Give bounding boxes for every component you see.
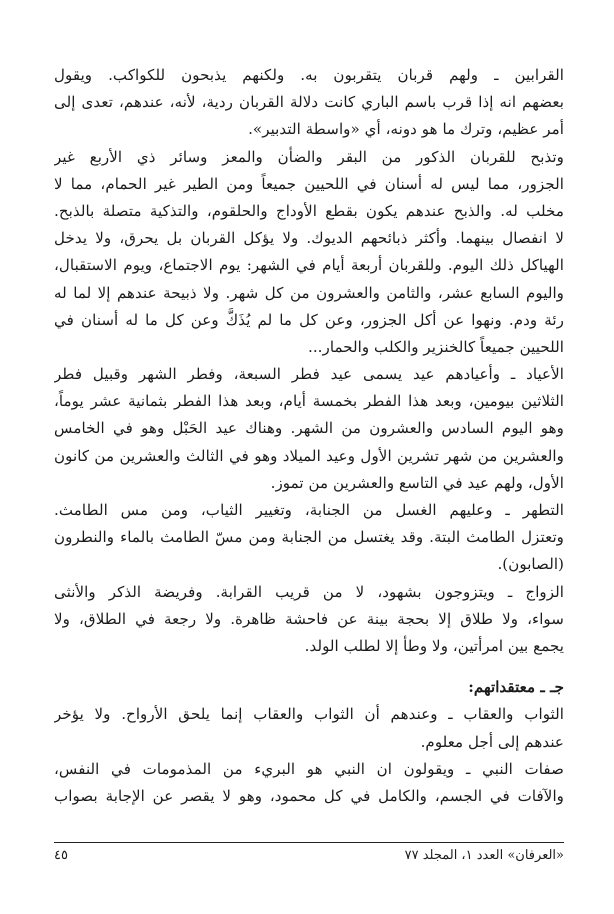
text-line: واليوم السابع عشر، والثامن والعشرون من كل شهر. ولا ذبيحة عندهم إلا لما له	[54, 283, 564, 302]
text-line: وتعتزل الطامث البتة. وقد يغتسل من الجنابة ومن مسّ الطامث بالماء والنطرون	[54, 528, 564, 547]
text-line: الأعياد ـ وأعيادهم عيد يسمى عيد فطر السبعة، وفطر الشهر وقبيل فطر	[54, 365, 564, 384]
section-heading: جـ ـ معتقداتهم:	[468, 678, 564, 697]
text-line: الثواب والعقاب ـ وعندهم أن الثواب والعقاب إنما يلحق الأرواح. ولا يؤخر	[54, 705, 564, 724]
footer	[54, 844, 564, 866]
text-line: وتذبح للقربان الذكور من البقر والضأن والمعز وسائر ذي الأربع غير	[54, 147, 564, 166]
text-line: والعشرين من شهر تشرين الأول وعيد الميلاد وهو في الثالث والعشرين من كانون	[54, 446, 564, 465]
text-line: الأول، ولهم عيد في التاسع والعشرين من تموز.	[270, 473, 564, 492]
journal-reference: «العرفان» العدد ١، المجلد ٧٧	[404, 847, 564, 863]
text-line: رئة ودم. ونهوا عن أكل الجزور، وعن كل ما لم يُذَكَّ وعن كل ما له أسنان في	[54, 310, 564, 329]
text-line: عندهم إلى أجل معلوم.	[420, 732, 564, 751]
page-number: ٤٥	[54, 847, 68, 863]
text-line: والآفات في الجسم، والكامل في كل محمود، وهو لا يقصر عن الإجابة بصواب	[54, 786, 564, 805]
text-line: لا انفصال بينهما. وأكثر ذبائحهم الديوك. ولا يؤكل القربان بل يحرق، ولا يدخل	[54, 229, 564, 248]
text-line: أمر عظيم، وترك ما هو دونه، أي «واسطة التدبير».	[248, 120, 564, 139]
text-line: يجمع بين امرأتين، ولا وطأ إلا لطلب الولد.	[304, 636, 564, 655]
text-line: الهياكل ذلك اليوم. وللقربان أربعة أيام في الشهر: يوم الاجتماع، ويوم الاستقبال،	[54, 256, 564, 275]
text-line: الجزور، مما ليس له أسنان في اللحيين جميعاً ومن الطير غير الحمام، مما لا	[54, 174, 564, 193]
text-line: بعضهم انه إذا قرب باسم الباري كانت دلالة القربان ردية، لأنه، عندهم، تعدى إلى	[54, 93, 564, 112]
text-line: الزواج ـ ويتزوجون بشهود، لا من قريب القرابة. وفريضة الذكر والأنثى	[54, 582, 564, 601]
text-line: صفات النبي ـ ويقولون ان النبي هو البريء من المذمومات في النفس،	[54, 759, 564, 778]
text-line: وهو اليوم السادس والعشرون من الشهر. وهناك عيد الحَبْل وهو في الخامس	[54, 419, 564, 438]
text-line: مخلب له. والذبح عندهم يكون بقطع الأوداج والحلقوم، والتذكية متصلة بالذبح.	[54, 201, 564, 220]
footer-rule	[54, 842, 564, 843]
text-line: الثلاثين بيومين، وبعد هذا الفطر بخمسة أيام، وبعد هذا الفطر بثمانية عشر يوماً،	[54, 392, 564, 411]
text-line: التطهر ـ وعليهم الغسل من الجنابة، وتغيير الثياب، ومن مس الطامث.	[54, 501, 564, 519]
text-line: اللحيين جميعاً كالخنزير والكلب والحمار...	[308, 337, 564, 356]
text-line: سواء، ولا طلاق إلا بحجة بينة عن فاحشة ظاهرة. ولا رجعة في الطلاق، ولا	[54, 609, 564, 628]
section-gap	[54, 660, 564, 674]
body-text	[54, 62, 564, 810]
text-line: القرابين ـ ولهم قربان يتقربون به. ولكنهم يذبحون للكواكب. ويقول	[54, 66, 564, 84]
text-line: (الصابون).	[497, 555, 564, 574]
